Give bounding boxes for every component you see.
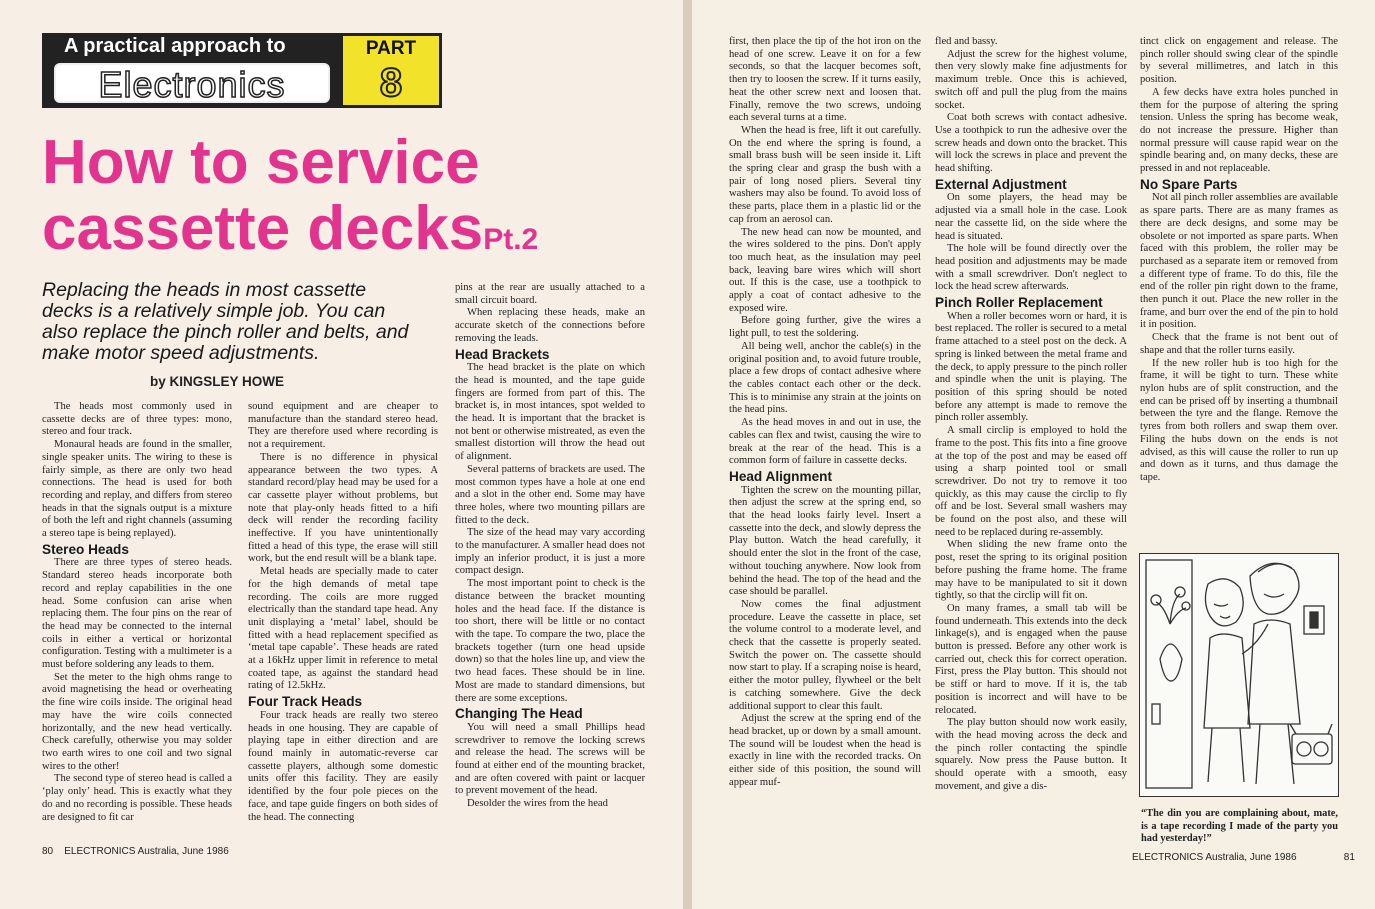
- paragraph: When a roller becomes worn or hard, it is best replaced. The roller is secured to a metal frame attached to a steel post on the deck. A spring is linked between the metal frame and the deck, to apply pressure to the pinch roller and spindle when the unit is playing. The position of this spring should be noted before any attempt is made to remove the pinch roller assembly.: [935, 310, 1127, 424]
- tape-recorder: [1292, 734, 1332, 764]
- paragraph: All being well, anchor the cable(s) in the original position and, to avoid future trouble, place a few drops of contact adhesive where the cables contact each other or the deck. This is to minimise any strain at the joints on the head pins.: [729, 340, 921, 416]
- right-col-2: [935, 36, 1127, 793]
- vase: [1160, 644, 1182, 681]
- paragraph: When sliding the new frame onto the post, reset the spring to its original position before pushing the frame home. The frame may have to be manipulated to sit it down tightly, so that the circlip will fit on.: [935, 539, 1127, 602]
- paragraph: When replacing these heads, make an accurate sketch of the connections before removing the leads.: [455, 307, 645, 344]
- cartoon-drawing: [1140, 554, 1337, 795]
- folio-right: [1132, 852, 1355, 863]
- paragraph: first, then place the tip of the hot iron on the head of one screw. Leave it on for a few seconds, so that the lacquer becomes soft, then try to loosen the screw. If it turns easily, heat the other screw next and loosen that. Finally, remove the two screws, undoing each several turns at a time.: [729, 36, 921, 124]
- paragraph: Tighten the screw on the mounting pillar, then adjust the screw at the spring end, so that the head looks fairly level. Insert a cassette into the deck, and slowly depress the Play button. Watch the head carefully, it should enter the slot in the front of the case, without touching anywhere. Now look from behind the head. The top of the head and the case should be parallel.: [729, 484, 921, 598]
- paragraph: tinct click on engagement and release. The pinch roller should swing clear of the spindle by several millimetres, and latch in this position.: [1140, 36, 1338, 86]
- banner-word-box: [42, 59, 340, 108]
- subhead-four-track-heads: Four Track Heads: [248, 694, 363, 710]
- subhead-head-alignment: Head Alignment: [729, 468, 832, 484]
- paragraph: Coat both screws with contact adhesive. Use a toothpick to run the adhesive over the screw heads and down onto the bracket. This will lock the screws in place and prevent the head shifting.: [935, 112, 1127, 175]
- paragraph: pins at the rear are usually attached to a small circuit board.: [455, 282, 645, 306]
- folio-left: [42, 846, 229, 857]
- left-page: [0, 0, 683, 909]
- left-col-3: [455, 282, 645, 811]
- paragraph: As the head moves in and out in use, the cables can flex and twist, causing the wire to break at the rear of the head. This is a common form of failure in cassette decks.: [729, 417, 921, 467]
- spine-gutter: [683, 0, 692, 909]
- subhead-head-brackets: Head Brackets: [455, 346, 550, 362]
- page-number-right: 81: [1343, 852, 1355, 863]
- byline: by KINGSLEY HOWE: [150, 374, 285, 389]
- right-col-1: [729, 36, 921, 789]
- subhead-stereo-heads: Stereo Heads: [42, 541, 129, 557]
- paragraph: The new head can now be mounted, and the wires soldered to the pins. Don't apply too much heat, as the insulation may peel back, leaving bare wires which will short out. If this is the case, use a toothpick to apply a coat of contact adhesive to the exposed wire.: [729, 226, 921, 314]
- paragraph: Metal heads are specially made to cater for the high demands of metal tape recording. The coils are more rugged electrically than the standard tape head. Any unit displaying a ‘metal’ label, should be fitted with a head replacement specified as ‘metal tape capable’. These heads are rated at a 16kHz upper limit in reference to metal coated tape, as against the standard head rating of 12.5kHz.: [248, 566, 438, 692]
- paragraph: Check that the frame is not bent out of shape and that the roller turns easily.: [1140, 332, 1338, 356]
- man-left-head: [1205, 579, 1243, 626]
- man-right-body: [1248, 620, 1300, 724]
- paragraph: Adjust the screw at the spring end of the head bracket, up or down by a small amount. The sound will be loudest when the head is exactly in line with the recorded tracks. On either side of this position, the sound will appear muf-: [729, 713, 921, 788]
- man-left-body: [1204, 634, 1250, 728]
- paragraph: The size of the head may vary according to the manufacturer. A smaller head does not imply an inferior product, it is just a more compact design.: [455, 527, 645, 577]
- folio-left-text: ELECTRONICS Australia, June 1986: [64, 846, 229, 857]
- title-line-2-wrap: [42, 194, 539, 263]
- paragraph: The play button should now work easily, with the head moving across the deck and the pinch roller contacting the spindle squarely. Now press the Pause button. It should operate with a smooth, easy movement, and give a dis-: [935, 717, 1127, 792]
- paragraph: There is no difference in physical appearance between the two types. A standard record/play head may be used for a car cassette player without problems, but note that play-only heads fitted to a hifi deck will render the recording facility ineffective. If you have unintentionally fitted a head of this type, the erase will still work, but the end result will be a blank tape.: [248, 451, 438, 565]
- paragraph: The heads most commonly used in cassette decks are of three types: mono, stereo and four track.: [42, 401, 232, 438]
- subhead-external-adjustment: External Adjustment: [935, 176, 1067, 192]
- paragraph: Desolder the wires from the head: [467, 798, 608, 810]
- series-banner: [42, 33, 442, 108]
- paragraph: The most important point to check is the distance between the bracket mounting holes and the head face. If the distance is too short, there will be little or no contact with the tape. To compare the two, place the brackets together (turn one head upside down) so that the holes line up, and view the two head faces. These should be in line. Most are made to standard dimensions, but there are some exceptions.: [455, 578, 645, 704]
- paragraph: On many frames, a small tab will be found underneath. This extends into the deck linkage(s), and is engaged when the pause button is pressed. Before any other work is carried out, check this for correct operation. First, press the Play button. This should not be stiff or hard to move. If it is, the tab position is incorrect and will have to be relocated.: [935, 602, 1127, 716]
- title-suffix: Pt.2: [483, 223, 539, 256]
- paragraph: Four track heads are really two stereo heads in one housing. They are capable of playing tape in either direction and are found mainly in automatic-reverse car cassette players, although some domestic units offer this facility. They are easily identified by the four pole pieces on the face, and tape guide fingers on both sides of the head. The connecting: [248, 709, 438, 823]
- cartoon-illustration: [1139, 553, 1339, 797]
- part-number: 8: [379, 61, 403, 105]
- paragraph: The second type of stereo head is called a ‘play only’ head. This is exactly what they do and no recording is possible. These heads are designed to fit car: [42, 773, 232, 823]
- paragraph: There are three types of stereo heads. Standard stereo heads incorporate both record and replay capabilities in the one head. Some confusion can arise when replacing them. The four pins on the rear of the head may be connected to the internal coils in either a vertical or horizontal configuration. Testing with a multimeter is a must before soldering any leads to them.: [42, 557, 232, 671]
- paragraph: Adjust the screw for the highest volume, then very slowly make fine adjustments for maximum treble. Once this is achieved, switch off and pull the plug from the mains socket.: [935, 48, 1127, 111]
- paragraph: fled and bassy.: [935, 36, 998, 47]
- paragraph: The head bracket is the plate on which the head is mounted, and the tape guide fingers are formed from part of this. The bracket is, in most intances, spot welded to the head. It is important that the bracket is not bent or otherwise mistreated, as even the smallest distortion will throw the head out of alignment.: [455, 362, 645, 463]
- right-col-3: [1140, 36, 1338, 485]
- part-label: PART: [365, 38, 417, 59]
- left-col-2: [248, 401, 438, 824]
- paragraph: When the head is free, lift it out carefully. On the end where the spring is found, a small brass bush will be seen inside it. Lift the spring clear and grasp the bush with a pair of long nosed pliers. Several tiny washers may also be found. To avoid loss of these parts, place them in a plastic lid or the cap from an aerosol can.: [729, 124, 921, 225]
- subhead-changing-the-head: Changing The Head: [455, 706, 583, 722]
- paragraph: Not all pinch roller assemblies are available as spare parts. There are as many frames as there are deck designs, and some may be obsolete or not imported as spare parts. When faced with this problem, the roller may be purchased as a separate item or removed from a different type of frame. To do this, file the end of the roller pin right down to the frame, then punch it out. Place the new roller in the frame, and burr over the end of the pin to hold it in position.: [1140, 192, 1338, 331]
- paragraph: Set the meter to the high ohms range to avoid magnetising the head or overheating the fine wire coils inside. The original head may have the wire coils connected horizontally, and the new head vertically. Check carefully, otherwise you may solder two earth wires to one coil and two signal wires to the other!: [42, 671, 232, 772]
- paragraph: On some players, the head may be adjusted via a small hole in the case. Look near the cassette lid, on the side where the head is situated.: [935, 192, 1127, 242]
- paragraph: The hole will be found directly over the head position and adjustments may be made with a small screwdriver. Don't neglect to lock the head screw afterwards.: [935, 243, 1127, 293]
- paragraph: sound equipment and are cheaper to manufacture than the standard stereo head. They are therefore used where recording is not a requirement.: [248, 401, 438, 451]
- page-number-left: 80: [42, 846, 54, 857]
- part-box: [340, 33, 442, 108]
- man-right-head: [1250, 563, 1299, 614]
- paragraph: A small circlip is employed to hold the frame to the post. This fits into a fine groove at the top of the post and may be eased off using a sharp pointed tool or small screwdriver. Do not try to remove it too quickly, as this may cause the circlip to fly off and be lost. Several small washers may be found on the post also, and these will need to be replaced during re-assembly.: [935, 425, 1127, 538]
- paragraph: If the new roller hub is too high for the frame, it will be tight to turn. These white nylon hubs are of split construction, and the end can be prised off by inserting a thumbnail between the tyre and the flange. Remove the tyres from both rollers and swap them over. Filing the hubs down on the ends is not advised, as this will cause the roller to run up and down as it turns, and thus damage the tape.: [1140, 357, 1338, 483]
- title-line-1: How to service: [42, 128, 480, 197]
- paragraph: You will need a small Phillips head screwdriver to remove the locking screws and release the head. The screws will be found at either end of the mounting bracket, and are often covered with paint or lacquer to prevent movement of the head.: [455, 721, 645, 797]
- paragraph: Several patterns of brackets are used. The most common types have a hole at one end and a slot in the other end. Some may have three holes, where two mounting pillars are fitted to the deck.: [455, 463, 645, 526]
- subhead-pinch-roller: Pinch Roller Replacement: [935, 295, 1103, 311]
- banner-word: Electronics: [54, 63, 330, 103]
- folio-right-text: ELECTRONICS Australia, June 1986: [1132, 852, 1297, 863]
- paragraph: Now comes the final adjustment procedure. Leave the cassette in place, set the volume control to a moderate level, and check that the cassette is properly seated. Switch the power on. The cassette should now start to play. If a scraping noise is heard, either the motor pulley, flywheel or the belt is catching somewhere. Give the deck additional support to clear this fault.: [729, 598, 922, 712]
- subhead-no-spare-parts: No Spare Parts: [1140, 176, 1238, 192]
- intro-standfirst: Replacing the heads in most cassette decks is a relatively simple job. You can also replace the pinch roller and belts, and make motor speed adjustments.: [42, 279, 409, 364]
- title-line-2: cassette decks: [42, 194, 484, 263]
- banner-tagline: A practical approach to: [42, 33, 340, 59]
- left-col-1: [42, 401, 232, 824]
- paragraph: Monaural heads are found in the smaller, single speaker units. The wiring to these is fairly simple, as there are only two head connections. The head is used for both recording and replay, and differs from stereo heads in that the signals output is a mixture of both the left and right channels (assuming a stereo tape is being replayed).: [42, 439, 232, 540]
- cartoon-caption: “The din you are complaining about, mate, is a tape recording I made of the party you had yesterday!”: [1141, 808, 1338, 844]
- paragraph: A few decks have extra holes punched in them for the purpose of altering the spring tension. Unless the spring has become weak, do not increase the pressure. Higher than normal pressure will cause rapid wear on the spindle bearing and, on many decks, these are pressed in and not replaceable.: [1140, 86, 1338, 175]
- paragraph: Before going further, give the wires a light pull, to test the soldering.: [729, 315, 921, 340]
